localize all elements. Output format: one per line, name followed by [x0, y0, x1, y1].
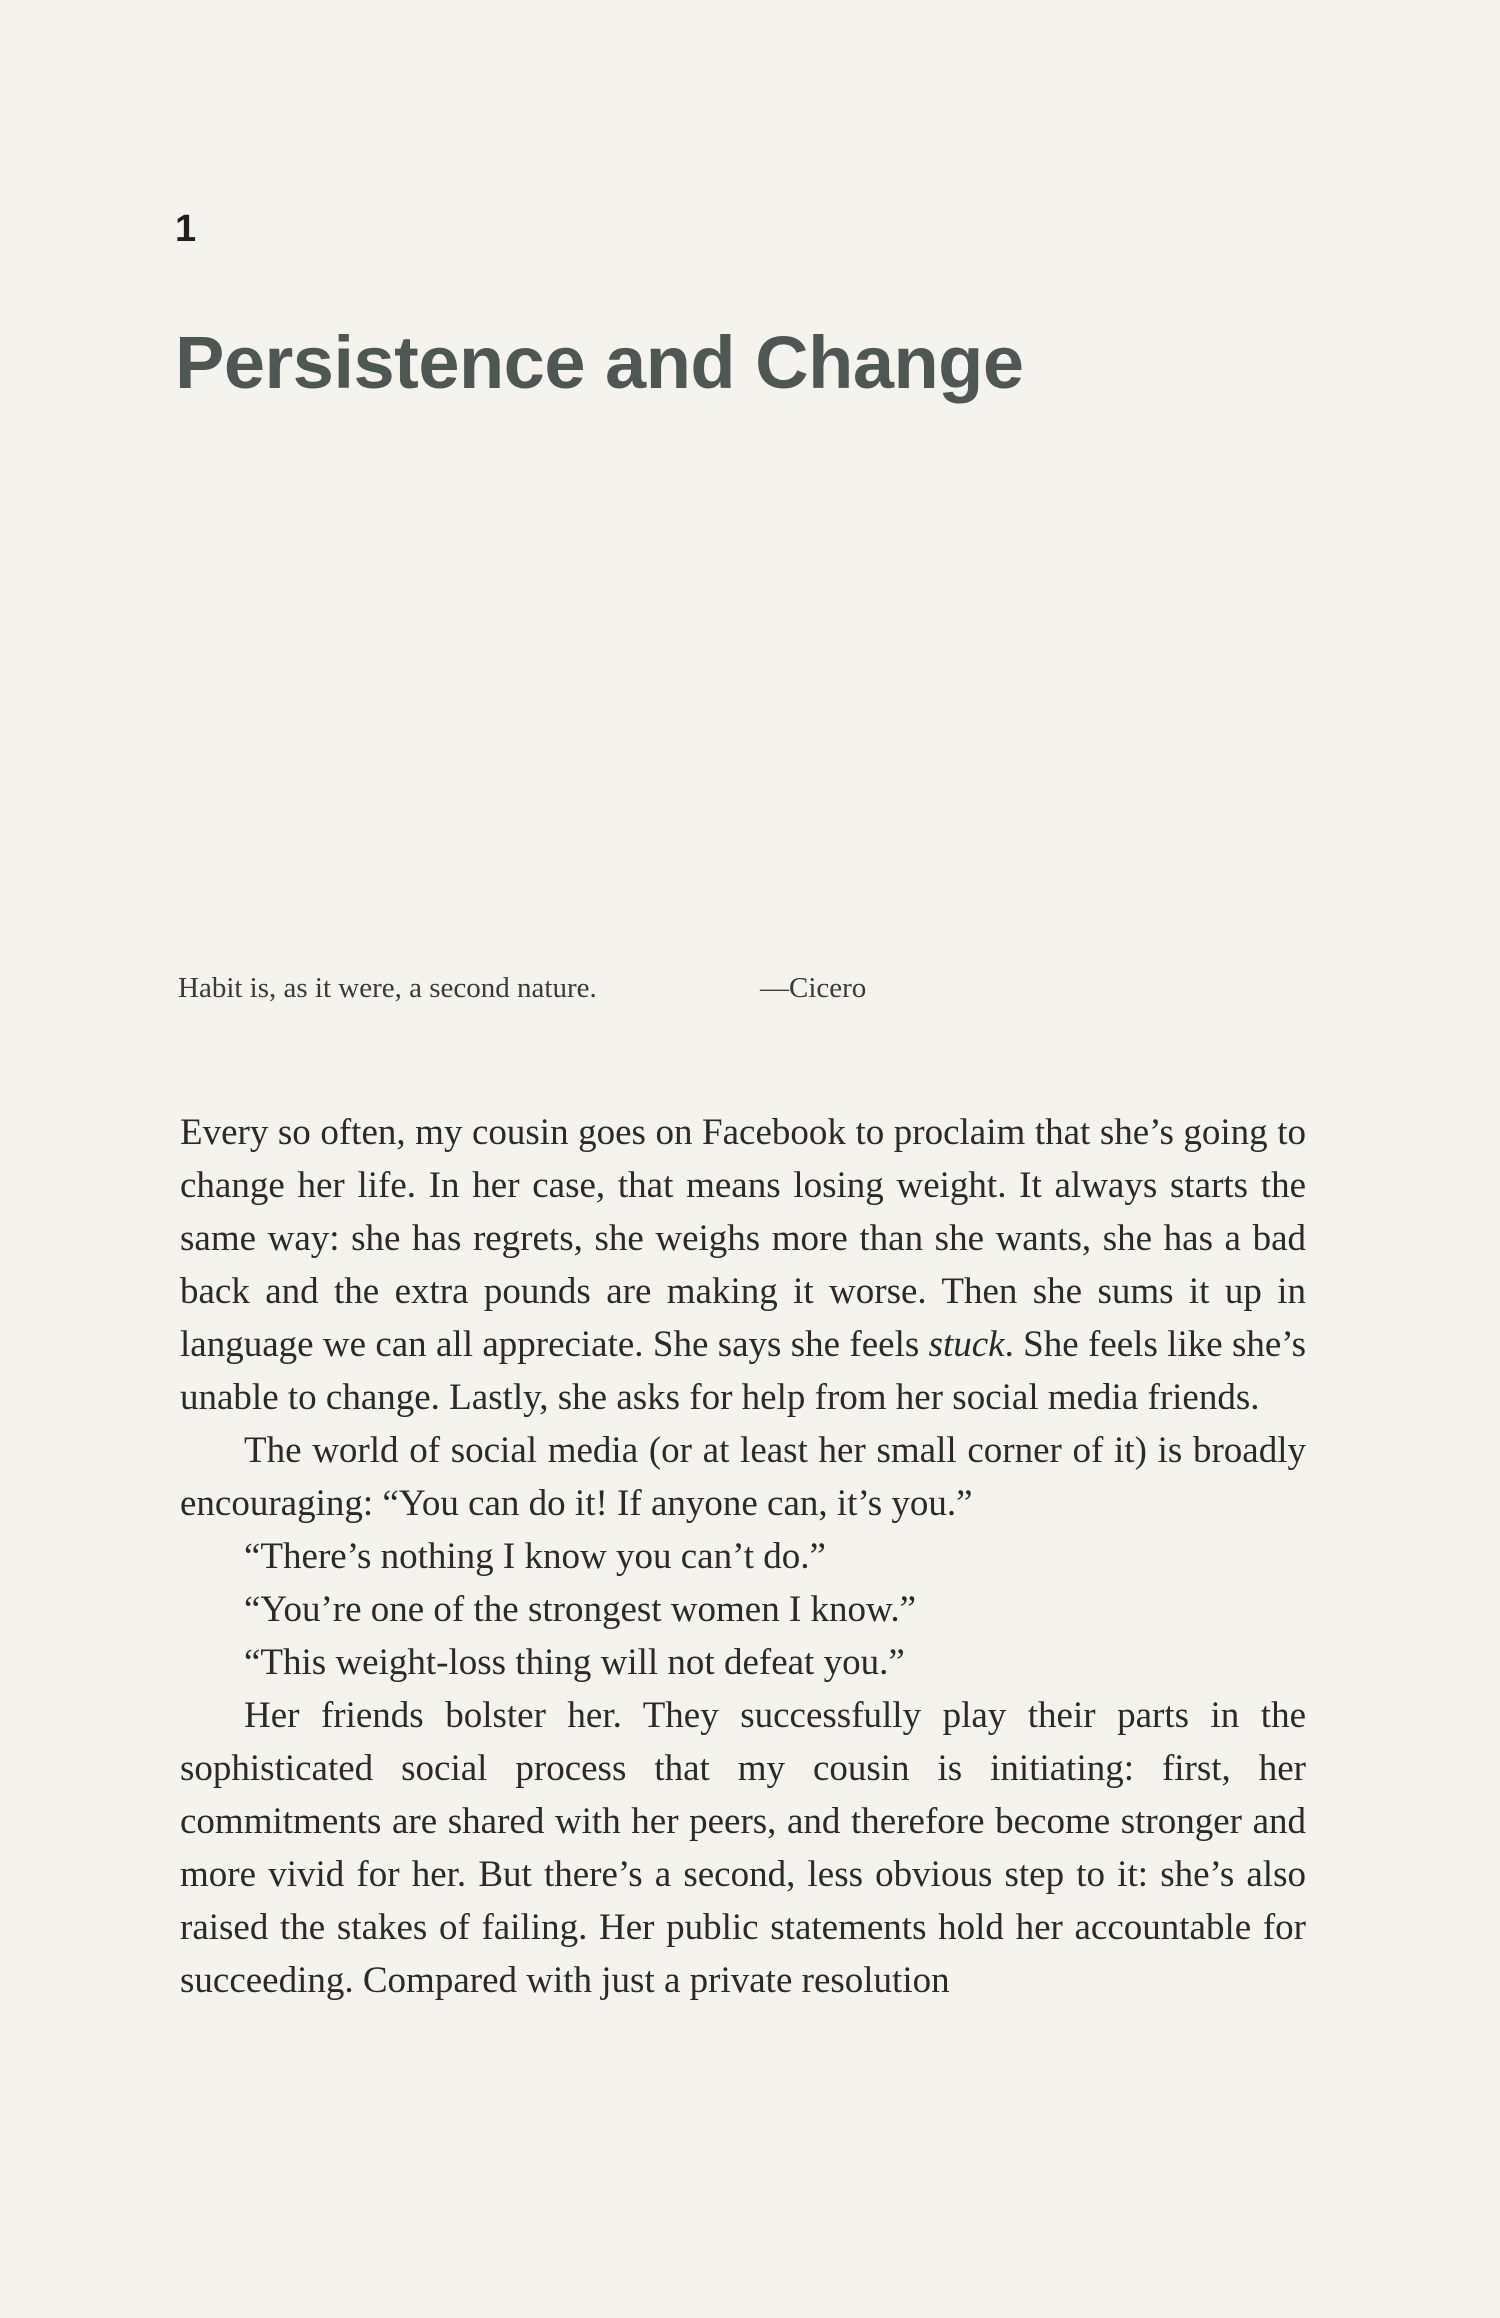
chapter-title: Persistence and Change: [175, 321, 1024, 404]
paragraph-1-text-before: Every so often, my cousin goes on Facebook to proclaim that she’s going to change her life. In her case, that means losing weight. It always starts the same way: she has regrets, she weighs more than she wants, she has a bad back and the extra pounds are making it worse. Then she sums it up in language we can all appreciate. She says she feels: [180, 1112, 1306, 1365]
paragraph-5: “This weight-loss thing will not defeat you.”: [244, 1642, 905, 1683]
chapter-body: [180, 1106, 1306, 2007]
paragraph-3: “There’s nothing I know you can’t do.”: [244, 1536, 826, 1577]
epigraph-attribution: —Cicero: [760, 972, 867, 1004]
paragraph-1-text-after: . She feels like she’s unable to change. Lastly, she asks for help from her social media friends.: [180, 1324, 1306, 1418]
paragraph-6: Her friends bolster her. They successfully play their parts in the sophisticated social process that my cousin is initiating: first, her commitments are shared with her peers, and therefore become stronger and more vivid for her. But there’s a second, less obvious step to it: she’s also raised the stakes of failing. Her public statements hold her accountable for succeeding. Compared with just a private resolution: [180, 1695, 1306, 2001]
paragraph-2: The world of social media (or at least her small corner of it) is broadly encouraging: “You can do it! If anyone can, it’s you.”: [180, 1430, 1306, 1524]
chapter-number: 1: [175, 208, 197, 250]
paragraph-1-emphasis: stuck: [928, 1324, 1005, 1365]
epigraph-quote: Habit is, as it were, a second nature.: [178, 972, 597, 1004]
paragraph-1: [180, 1106, 1306, 1424]
paragraph-4: “You’re one of the strongest women I know.”: [244, 1589, 917, 1630]
